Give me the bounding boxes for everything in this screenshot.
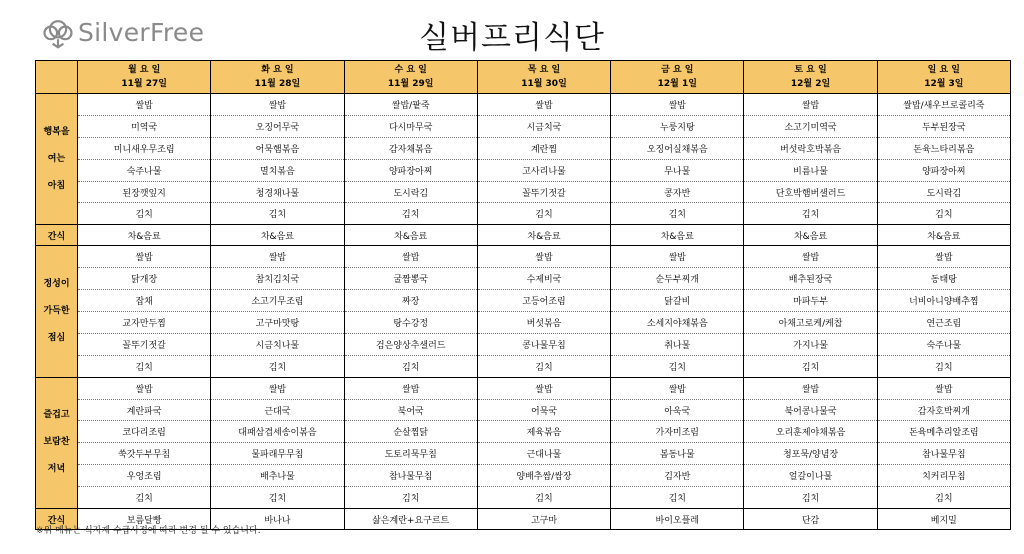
lunch-row <box>36 333 1011 355</box>
breakfast-item: 김치 <box>78 203 211 225</box>
day-date: 11월 30일 <box>521 79 567 89</box>
dinner-item: 코다리조림 <box>78 421 211 443</box>
dinner-item: 김치 <box>344 487 477 509</box>
breakfast-item: 고사리나물 <box>477 159 610 181</box>
lunch-item: 굴짬뽕국 <box>344 268 477 290</box>
lunch-item: 김치 <box>477 355 610 377</box>
dinner-item: 김자반 <box>611 465 744 487</box>
lunch-item: 쌀밥 <box>611 246 744 268</box>
breakfast-item: 비름나물 <box>744 159 877 181</box>
dinner-item: 쌀밥 <box>611 377 744 399</box>
dinner-item: 쌀밥 <box>211 377 344 399</box>
dinner-item: 대패삼겹세송이볶음 <box>211 421 344 443</box>
dinner-item: 참나물무침 <box>344 465 477 487</box>
evening-snack-item: 고구마 <box>477 509 610 530</box>
morning-snack-item: 차&음료 <box>877 225 1010 246</box>
breakfast-item: 오징어실채볶음 <box>611 137 744 159</box>
breakfast-item: 계란찜 <box>477 137 610 159</box>
breakfast-item: 시금치국 <box>477 115 610 137</box>
lunch-item: 콩나물무침 <box>477 333 610 355</box>
dinner-item: 계란파국 <box>78 399 211 421</box>
lunch-item: 김치 <box>877 355 1010 377</box>
dinner-item: 김치 <box>877 487 1010 509</box>
breakfast-item: 청경채나물 <box>211 181 344 203</box>
morning-snack-label: 간식 <box>36 225 78 246</box>
breakfast-label-line: 여는 <box>47 153 66 164</box>
breakfast-item: 김치 <box>611 203 744 225</box>
breakfast-item: 김치 <box>211 203 344 225</box>
morning-snack-row <box>36 225 1011 246</box>
dinner-row <box>36 465 1011 487</box>
day-name: 화 요 일 <box>261 65 294 75</box>
breakfast-item: 도시락김 <box>344 181 477 203</box>
breakfast-item: 양파장아찌 <box>877 159 1010 181</box>
lunch-item: 교자만두찜 <box>78 312 211 334</box>
evening-snack-item: 바이오플레 <box>611 509 744 530</box>
weekly-menu-table <box>35 60 1011 530</box>
day-header <box>744 61 877 94</box>
breakfast-item: 김치 <box>344 203 477 225</box>
breakfast-item: 두부된장국 <box>877 115 1010 137</box>
dinner-item: 어묵국 <box>477 399 610 421</box>
lunch-item: 검은양상추샐러드 <box>344 333 477 355</box>
breakfast-item: 쌀밥/새우브로콜리죽 <box>877 94 1010 116</box>
breakfast-label <box>36 94 78 225</box>
dinner-row <box>36 399 1011 421</box>
lunch-item: 수제비국 <box>477 268 610 290</box>
dinner-item: 북어콩나물국 <box>744 399 877 421</box>
evening-snack-item: 베지밀 <box>877 509 1010 530</box>
breakfast-item: 쌀밥 <box>744 94 877 116</box>
day-name: 목 요 일 <box>527 65 561 75</box>
breakfast-item: 도시락김 <box>877 181 1010 203</box>
day-name: 토 요 일 <box>794 65 827 75</box>
lunch-item: 쌀밥 <box>78 246 211 268</box>
breakfast-row <box>36 203 1011 225</box>
dinner-item: 김치 <box>211 487 344 509</box>
dinner-item: 김치 <box>78 487 211 509</box>
dinner-row <box>36 443 1011 465</box>
day-date: 11월 29일 <box>387 79 434 89</box>
lunch-item: 꼴뚜기젓갈 <box>78 333 211 355</box>
breakfast-item: 쌀밥 <box>78 94 211 116</box>
breakfast-item: 미니새우무조림 <box>78 137 211 159</box>
morning-snack-item: 차&음료 <box>211 225 344 246</box>
breakfast-row <box>36 94 1011 116</box>
lunch-item: 쌀밥 <box>477 246 610 268</box>
lunch-item: 고구마맛탕 <box>211 312 344 334</box>
lunch-label-line: 정성이 <box>43 279 70 290</box>
lunch-item: 김치 <box>78 355 211 377</box>
day-date: 12월 3일 <box>924 79 964 89</box>
morning-snack-item: 차&음료 <box>344 225 477 246</box>
day-header <box>611 61 744 94</box>
lunch-item: 소세지야채볶음 <box>611 312 744 334</box>
evening-snack-item: 단감 <box>744 509 877 530</box>
day-header <box>78 61 211 94</box>
breakfast-item: 쌀밥/팥죽 <box>344 94 477 116</box>
breakfast-item: 누룽지탕 <box>611 115 744 137</box>
lunch-item: 짜장 <box>344 290 477 312</box>
day-name: 일 요 일 <box>927 65 961 75</box>
lunch-item: 시금치나물 <box>211 333 344 355</box>
lunch-item: 배추된장국 <box>744 268 877 290</box>
dinner-item: 치커리무침 <box>877 465 1010 487</box>
breakfast-item: 숙주나물 <box>78 159 211 181</box>
breakfast-item: 미역국 <box>78 115 211 137</box>
dinner-row <box>36 487 1011 509</box>
lunch-item: 버섯볶음 <box>477 312 610 334</box>
breakfast-item: 꼴뚜기젓갈 <box>477 181 610 203</box>
breakfast-item: 쌀밥 <box>211 94 344 116</box>
dinner-item: 도토리묵무침 <box>344 443 477 465</box>
evening-snack-label: 간식 <box>36 509 78 530</box>
dinner-item: 얼갈이나물 <box>744 465 877 487</box>
dinner-item: 물파래무무침 <box>211 443 344 465</box>
breakfast-item: 어묵햄볶음 <box>211 137 344 159</box>
lunch-item: 취나물 <box>611 333 744 355</box>
lunch-row <box>36 355 1011 377</box>
breakfast-item: 멸치볶음 <box>211 159 344 181</box>
dinner-item: 순살찜닭 <box>344 421 477 443</box>
breakfast-item: 김치 <box>877 203 1010 225</box>
dinner-item: 봄동나물 <box>611 443 744 465</box>
day-name: 수 요 일 <box>394 65 427 75</box>
lunch-item: 소고기무조림 <box>211 290 344 312</box>
lunch-item: 고등어조림 <box>477 290 610 312</box>
lunch-item: 마파두부 <box>744 290 877 312</box>
dinner-label <box>36 377 78 508</box>
day-date: 11월 27일 <box>121 79 167 89</box>
dinner-item: 감자호박찌개 <box>877 399 1010 421</box>
table-header-row <box>36 61 1011 94</box>
morning-snack-item: 차&음료 <box>611 225 744 246</box>
breakfast-item: 된장깻잎지 <box>78 181 211 203</box>
lunch-item: 닭개장 <box>78 268 211 290</box>
dinner-item: 김치 <box>477 487 610 509</box>
breakfast-item: 다시마무국 <box>344 115 477 137</box>
dinner-row <box>36 377 1011 399</box>
day-date: 12월 2일 <box>790 79 831 89</box>
evening-snack-item: 보름달빵 <box>78 509 211 530</box>
lunch-item: 쌀밥 <box>877 246 1010 268</box>
breakfast-item: 오징어무국 <box>211 115 344 137</box>
lunch-item: 너비아니양배추찜 <box>877 290 1010 312</box>
breakfast-item: 쌀밥 <box>611 94 744 116</box>
day-header <box>344 61 477 94</box>
dinner-item: 배추나물 <box>211 465 344 487</box>
dinner-item: 제육볶음 <box>477 421 610 443</box>
dinner-label-line: 저녁 <box>47 464 66 475</box>
morning-snack-item: 차&음료 <box>78 225 211 246</box>
morning-snack-item: 차&음료 <box>477 225 610 246</box>
dinner-item: 근대국 <box>211 399 344 421</box>
dinner-item: 쌀밥 <box>477 377 610 399</box>
lunch-item: 숙주나물 <box>877 333 1010 355</box>
dinner-item: 아욱국 <box>611 399 744 421</box>
evening-snack-item: 바나나 <box>211 509 344 530</box>
dinner-item: 쌀밥 <box>744 377 877 399</box>
breakfast-item: 무나물 <box>611 159 744 181</box>
lunch-row <box>36 246 1011 268</box>
day-date: 11월 28일 <box>254 79 301 89</box>
evening-snack-item: 삶은계란+요구르트 <box>344 509 477 530</box>
dinner-item: 쌀밥 <box>877 377 1010 399</box>
lunch-item: 김치 <box>211 355 344 377</box>
dinner-item: 김치 <box>744 487 877 509</box>
breakfast-item: 버섯락호박볶음 <box>744 137 877 159</box>
lunch-item: 닭갈비 <box>611 290 744 312</box>
lunch-item: 가지나물 <box>744 333 877 355</box>
breakfast-item: 단호박햄버샐러드 <box>744 181 877 203</box>
logo-text: SilverFree <box>78 17 205 47</box>
dinner-item: 오리훈제야채볶음 <box>744 421 877 443</box>
dinner-item: 양배추쌈/쌈장 <box>477 465 610 487</box>
lunch-label-line: 점심 <box>47 333 66 344</box>
lunch-row <box>36 268 1011 290</box>
page-title: 실버프리식단 <box>419 20 605 56</box>
breakfast-item: 콩자반 <box>611 181 744 203</box>
day-header <box>477 61 610 94</box>
dinner-item: 쌀밥 <box>344 377 477 399</box>
dinner-item: 쑥갓두부무침 <box>78 443 211 465</box>
day-date: 12월 1일 <box>657 79 697 89</box>
table-corner <box>36 61 78 94</box>
lunch-item: 아채고로케/케찹 <box>744 312 877 334</box>
lunch-item: 쌀밥 <box>744 246 877 268</box>
dinner-item: 가자미조림 <box>611 421 744 443</box>
lunch-row <box>36 312 1011 334</box>
breakfast-item: 돈육느타리볶음 <box>877 137 1010 159</box>
lunch-item: 쌀밥 <box>344 246 477 268</box>
dinner-item: 우엉조림 <box>78 465 211 487</box>
lunch-item: 김치 <box>744 355 877 377</box>
day-header <box>877 61 1010 94</box>
breakfast-item: 김치 <box>744 203 877 225</box>
breakfast-row <box>36 181 1011 203</box>
dinner-item: 돈육메추리알조림 <box>877 421 1010 443</box>
lunch-label-line: 가득한 <box>43 306 70 317</box>
dinner-label-line: 보람찬 <box>43 437 70 448</box>
breakfast-row <box>36 115 1011 137</box>
breakfast-item: 쌀밥 <box>477 94 610 116</box>
lunch-item: 탕수강정 <box>344 312 477 334</box>
dinner-item: 쌀밥 <box>78 377 211 399</box>
dinner-item: 근대나물 <box>477 443 610 465</box>
day-header <box>211 61 344 94</box>
dinner-item: 청포묵/양념장 <box>744 443 877 465</box>
lunch-item: 동태탕 <box>877 268 1010 290</box>
lunch-item: 참치김치국 <box>211 268 344 290</box>
breakfast-label-line: 행복을 <box>43 126 70 137</box>
dinner-item: 참나물무침 <box>877 443 1010 465</box>
morning-snack-item: 차&음료 <box>744 225 877 246</box>
lunch-item: 잡채 <box>78 290 211 312</box>
lunch-item: 김치 <box>344 355 477 377</box>
lunch-label <box>36 246 78 377</box>
dinner-label-line: 즐겁고 <box>43 410 70 421</box>
dinner-row <box>36 421 1011 443</box>
day-name: 월 요 일 <box>127 65 161 75</box>
breakfast-item: 감자채볶음 <box>344 137 477 159</box>
footnote: ※위 메뉴는 식자재 수급사정에 따라 변경 될 수 있습니다. <box>36 526 261 536</box>
lunch-item: 김치 <box>611 355 744 377</box>
lunch-row <box>36 290 1011 312</box>
lunch-item: 순두부찌개 <box>611 268 744 290</box>
breakfast-item: 소고기미역국 <box>744 115 877 137</box>
breakfast-row <box>36 159 1011 181</box>
lunch-item: 연근조림 <box>877 312 1010 334</box>
breakfast-row <box>36 137 1011 159</box>
breakfast-label-line: 아침 <box>47 180 66 191</box>
lunch-item: 쌀밥 <box>211 246 344 268</box>
day-name: 금 요 일 <box>661 65 694 75</box>
breakfast-item: 김치 <box>477 203 610 225</box>
dinner-item: 김치 <box>611 487 744 509</box>
dinner-item: 북어국 <box>344 399 477 421</box>
breakfast-item: 양파장아찌 <box>344 159 477 181</box>
